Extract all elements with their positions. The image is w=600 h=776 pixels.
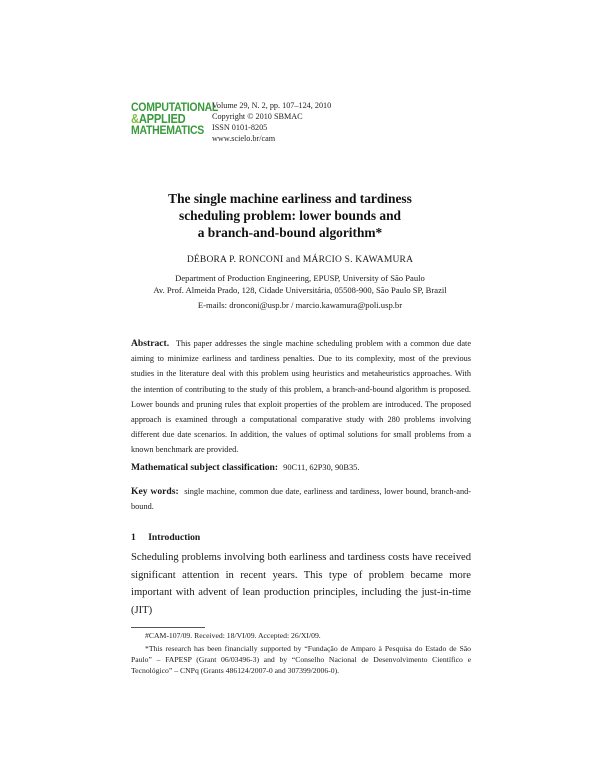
- paper-title: [100, 190, 480, 241]
- msc-heading: Mathematical subject classification:: [131, 462, 279, 473]
- keywords-text: single machine, common due date, earliness and tardiness, lower bound, branch-and-bound.: [131, 487, 472, 511]
- section-title: Introduction: [148, 532, 201, 543]
- meta-copyright: Copyright © 2010 SBMAC: [212, 112, 303, 121]
- subject-classification: [131, 462, 471, 473]
- keywords: [131, 484, 471, 514]
- meta-volume: Volume 29, N. 2, pp. 107–124, 2010: [212, 101, 332, 110]
- journal-meta: [212, 100, 331, 144]
- affiliation-line-1: Department of Production Engineering, EPUSP, University of São Paulo: [175, 273, 425, 283]
- affiliation-line-2: Av. Prof. Almeida Prado, 128, Cidade Universitária, 05508-900, São Paulo SP, Brazil: [153, 285, 447, 295]
- logo-line-computational: COMPUTATIONAL: [131, 100, 219, 114]
- section-heading: [131, 532, 200, 543]
- meta-url: www.scielo.br/cam: [212, 134, 276, 143]
- footnote-rule: [131, 627, 205, 628]
- logo-ampersand: &: [131, 111, 139, 127]
- journal-logo: [131, 100, 219, 138]
- intro-paragraph: Scheduling problems involving both earliness and tardiness costs have received significant attention in recent years. This type of problem became more important with advent of lean production principles, including the just-in-time (JIT): [131, 552, 471, 616]
- affiliation: [0, 272, 600, 296]
- logo-line-mathematics: MATHEMATICS: [131, 123, 205, 138]
- abstract-heading: Abstract.: [131, 338, 170, 349]
- logo-word-applied: APPLIED: [138, 111, 186, 127]
- title-line-3: a branch-and-bound algorithm*: [197, 225, 383, 240]
- footnote-funding: *This research has been financially supported by “Fundação de Amparo à Pesquisa do Estado de São Paulo” – FAPESP (Grant 06/03496-3) and by “Conselho Nacional de Desenvolvimento Científico e Tecnológico” – CNPq (Grants 486124/2007-0 and 307399/2006-0).: [131, 644, 471, 676]
- footnote-received: #CAM-107/09. Received: 18/VI/09. Accepted: 26/XI/09.: [145, 631, 321, 640]
- abstract-text: This paper addresses the single machine scheduling problem with a common due date aiming to minimize earliness and tardiness penalties. Due to its complexity, most of the previous studies in the literature deal with this problem using heuristics and metaheuristics approaches. With the intention of contributing to the study of this problem, a branch-and-bound algorithm is proposed. Lower bounds and pruning rules that exploit properties of the problem are introduced. The proposed approach is examined through a computational comparative study with 280 problems involving different due date scenarios. In addition, the values of optimal solutions for small problems from a known benchmark are provided.: [131, 339, 471, 455]
- abstract: [131, 336, 471, 458]
- author-emails: E-mails: dronconi@usp.br / marcio.kawamura@poli.usp.br: [197, 300, 403, 310]
- keywords-heading: Key words:: [131, 486, 179, 497]
- section-number: 1: [131, 532, 136, 543]
- meta-issn: ISSN 0101-8205: [212, 123, 268, 132]
- msc-codes: 90C11, 62P30, 90B35.: [283, 463, 360, 472]
- title-line-1: The single machine earliness and tardiness: [168, 191, 412, 206]
- title-line-2: scheduling problem: lower bounds and: [179, 208, 401, 223]
- author-names: DÉBORA P. RONCONI and MÁRCIO S. KAWAMURA: [186, 255, 414, 265]
